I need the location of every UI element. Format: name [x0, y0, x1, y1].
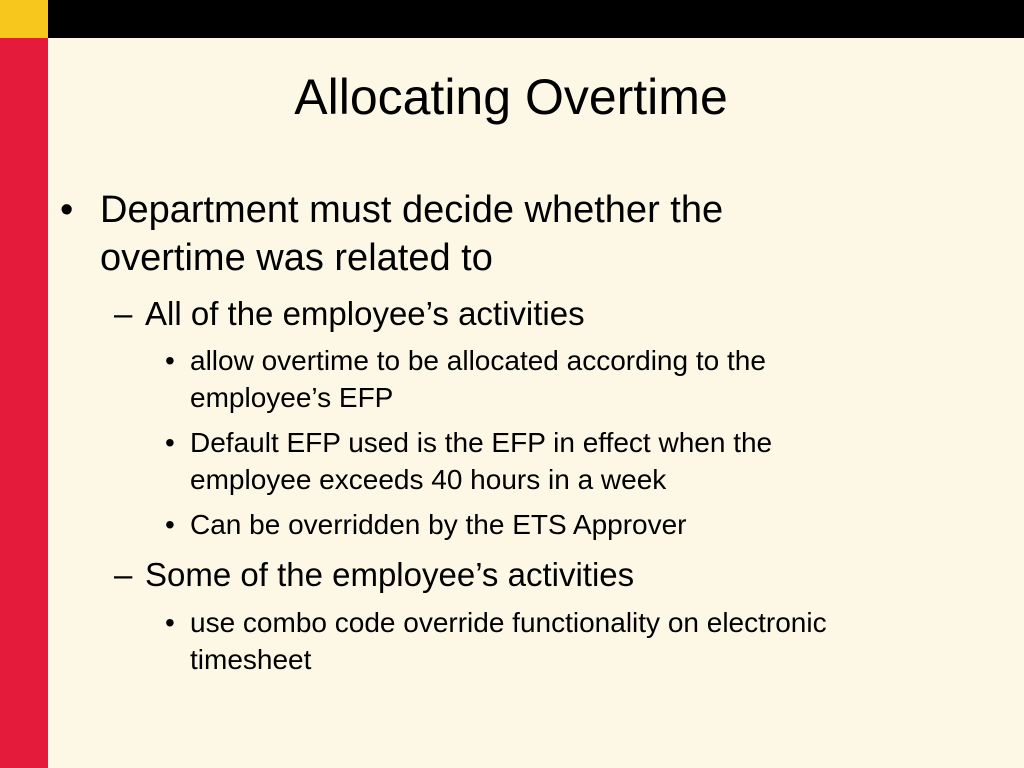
- list-item: Can be overridden by the ETS Approver: [190, 509, 687, 540]
- bullet-marker: •: [165, 607, 175, 638]
- bullet-marker: •: [165, 427, 175, 458]
- sub-bullet-some-activities: Some of the employee’s activities: [145, 556, 635, 593]
- list-item: Default EFP used is the EFP in effect when the employee exceeds 40 hours in a week: [190, 427, 773, 495]
- bullet-marker: •: [60, 189, 74, 231]
- bullet-marker: •: [165, 345, 175, 376]
- list-item: use combo code override functionality on electronic timesheet: [190, 607, 827, 675]
- bullet-marker: •: [165, 509, 175, 540]
- sub-bullet-all-activities: All of the employee’s activities: [145, 295, 585, 332]
- list-item: allow overtime to be allocated according to the employee’s EFP: [190, 345, 766, 413]
- bullet-main: Department must decide whether the overtime was related to: [100, 189, 724, 279]
- dash-marker: –: [114, 295, 133, 332]
- slide-title: Allocating Overtime: [294, 69, 728, 125]
- dash-marker: –: [114, 556, 133, 593]
